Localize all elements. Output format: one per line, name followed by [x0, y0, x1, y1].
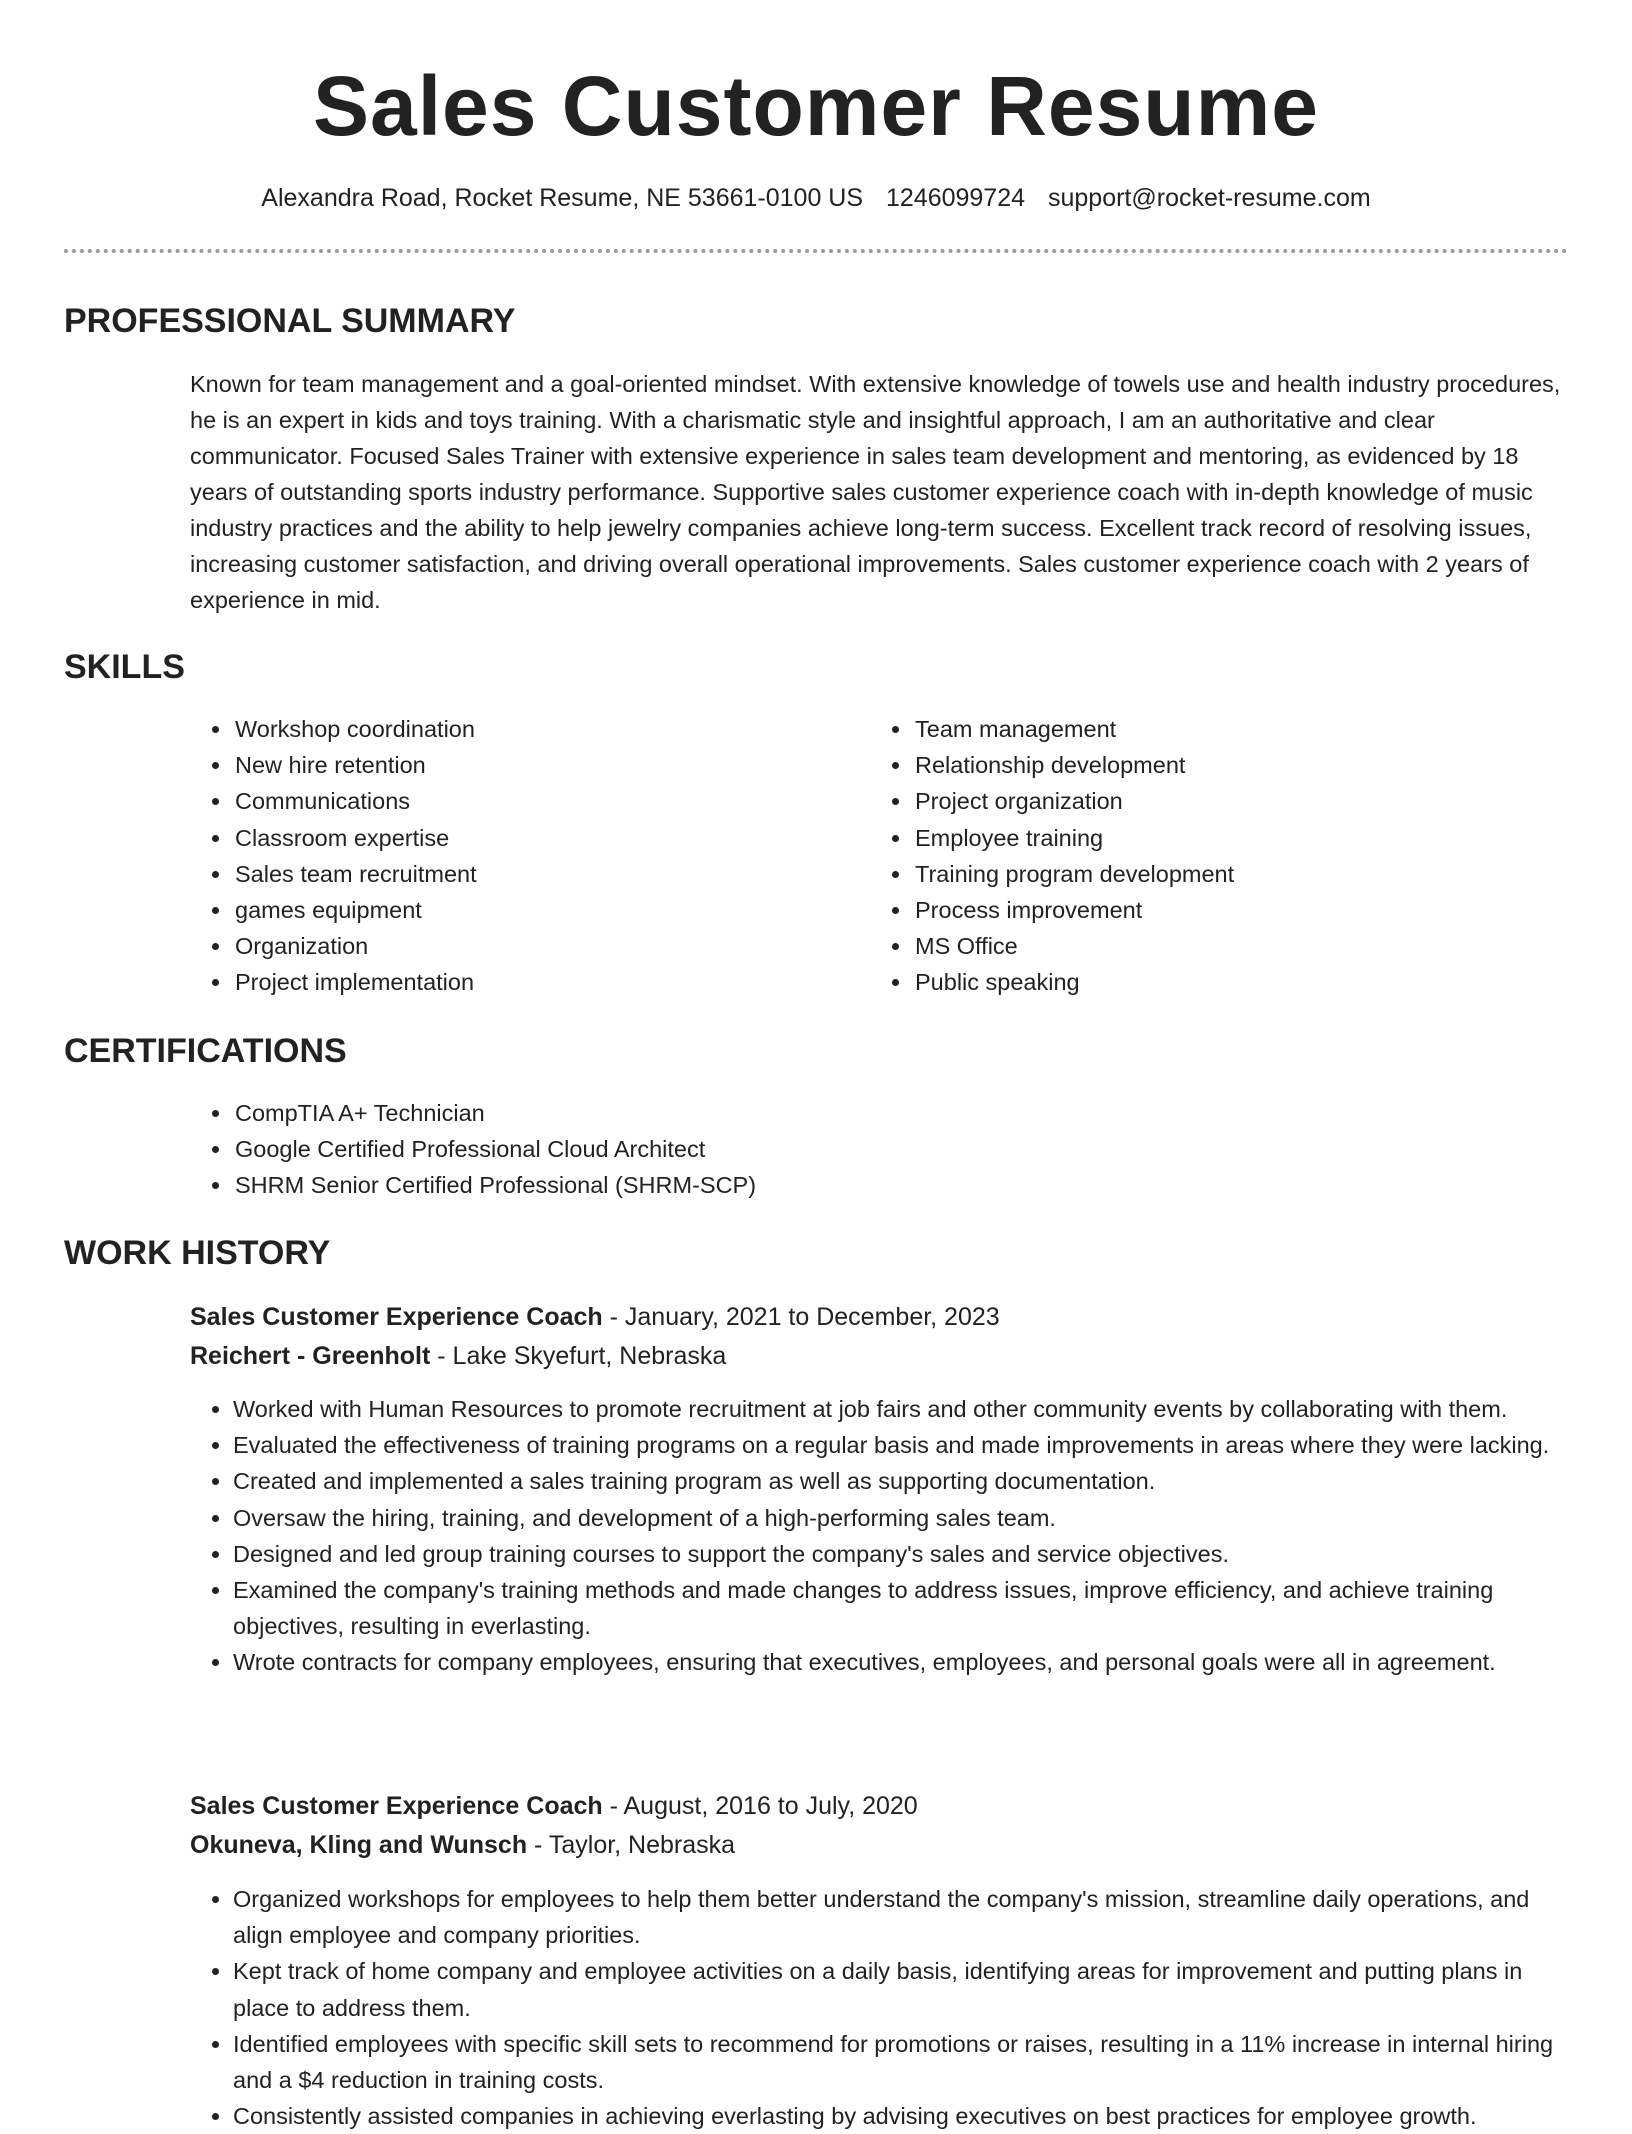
job-dates: - August, 2016 to July, 2020: [602, 1792, 918, 1820]
duty-item: • Created and implemented a sales training program as well as supporting documentation.: [233, 1463, 1570, 1499]
certifications-list: [190, 1095, 1533, 1204]
duty-item: • Identified employees with specific skill sets to recommend for promotions or raises, resulting in a 11% increase in internal hiring and a $4 reduction in training costs.: [233, 2026, 1570, 2098]
job-title-line: [190, 1298, 1000, 1336]
job-company-line: [190, 1337, 726, 1375]
skill-item: • Relationship development: [913, 747, 1533, 783]
job-title: Sales Customer Experience Coach: [190, 1792, 603, 1820]
certification-item: • Google Certified Professional Cloud Architect: [233, 1131, 1533, 1167]
skill-item: • New hire retention: [233, 747, 853, 783]
job-company-line: [190, 1826, 735, 1864]
skill-item: • Public speaking: [913, 964, 1533, 1000]
skills-list-left: [190, 711, 853, 1001]
skill-item: • Classroom expertise: [233, 820, 853, 856]
skill-item: • Project organization: [913, 783, 1533, 819]
skill-item: • Process improvement: [913, 892, 1533, 928]
certification-item: • SHRM Senior Certified Professional (SHRM-SCP): [233, 1167, 1533, 1203]
job-location: - Taylor, Nebraska: [527, 1831, 736, 1859]
skill-item: • Project implementation: [233, 964, 853, 1000]
skill-item: • games equipment: [233, 892, 853, 928]
summary-text: Known for team management and a goal-oriented mindset. With extensive knowledge of towels use and health industry procedures, he is an expert in kids and toys training. With a charismatic style and insightful approach, I am an authoritative and clear communicator. Focused Sales Trainer with extensive experience in sales team development and mentoring, as evidenced by 18 years of outstanding sports industry performance. Supportive sales customer experience coach with in-depth knowledge of music industry practices and the ability to help jewelry companies achieve long-term success. Excellent track record of resolving issues, increasing customer satisfaction, and driving overall operational improvements. Sales customer experience coach with 2 years of experience in mid.: [190, 371, 1561, 613]
job-duties-list: [190, 1391, 1570, 1681]
job-title-line: [190, 1787, 918, 1825]
skills-list-right: [870, 711, 1533, 1001]
resume-title: Sales Customer Resume: [312, 59, 1320, 153]
skill-item: • Workshop coordination: [233, 711, 853, 747]
skill-item: • Sales team recruitment: [233, 856, 853, 892]
certification-item: • CompTIA A+ Technician: [233, 1095, 1533, 1131]
job-duties-list: [190, 1881, 1570, 2134]
job-location: - Lake Skyefurt, Nebraska: [430, 1342, 727, 1370]
skill-item: • Team management: [913, 711, 1533, 747]
skill-item: • Employee training: [913, 820, 1533, 856]
skill-item: • MS Office: [913, 928, 1533, 964]
email: support@rocket-resume.com: [1047, 184, 1371, 212]
job-company: Okuneva, Kling and Wunsch: [190, 1831, 528, 1859]
duty-item: • Organized workshops for employees to help them better understand the company's mission, streamline daily operations, and align employee and company priorities.: [233, 1881, 1570, 1953]
contact-line: [0, 180, 1632, 216]
duty-item: • Worked with Human Resources to promote recruitment at job fairs and other community events by collaborating with them.: [233, 1391, 1570, 1427]
duty-item: • Evaluated the effectiveness of training programs on a regular basis and made improvements in areas where they were lacking.: [233, 1427, 1570, 1463]
job-title: Sales Customer Experience Coach: [190, 1303, 603, 1331]
job-company: Reichert - Greenholt: [190, 1342, 431, 1370]
phone: 1246099724: [885, 184, 1026, 212]
skill-item: • Communications: [233, 783, 853, 819]
skill-item: • Organization: [233, 928, 853, 964]
skill-item: • Training program development: [913, 856, 1533, 892]
duty-item: • Designed and led group training courses to support the company's sales and service objectives.: [233, 1536, 1570, 1572]
duty-item: • Oversaw the hiring, training, and development of a high-performing sales team.: [233, 1500, 1570, 1536]
certifications-heading: CERTIFICATIONS: [64, 1032, 347, 1070]
summary-heading: PROFESSIONAL SUMMARY: [64, 302, 516, 340]
skills-heading: SKILLS: [64, 648, 185, 686]
duty-item: • Examined the company's training methods and made changes to address issues, improve efficiency, and achieve training objectives, resulting in everlasting.: [233, 1572, 1570, 1644]
address: Alexandra Road, Rocket Resume, NE 53661-0100 US: [261, 184, 864, 212]
duty-item: • Consistently assisted companies in achieving everlasting by advising executives on best practices for employee growth.: [233, 2098, 1570, 2134]
job-dates: - January, 2021 to December, 2023: [602, 1303, 1000, 1331]
header-divider: [64, 249, 1568, 253]
work-history-heading: WORK HISTORY: [64, 1234, 331, 1272]
duty-item: • Wrote contracts for company employees, ensuring that executives, employees, and personal goals were all in agreement.: [233, 1644, 1570, 1680]
duty-item: • Kept track of home company and employee activities on a daily basis, identifying areas for improvement and putting plans in place to address them.: [233, 1953, 1570, 2025]
